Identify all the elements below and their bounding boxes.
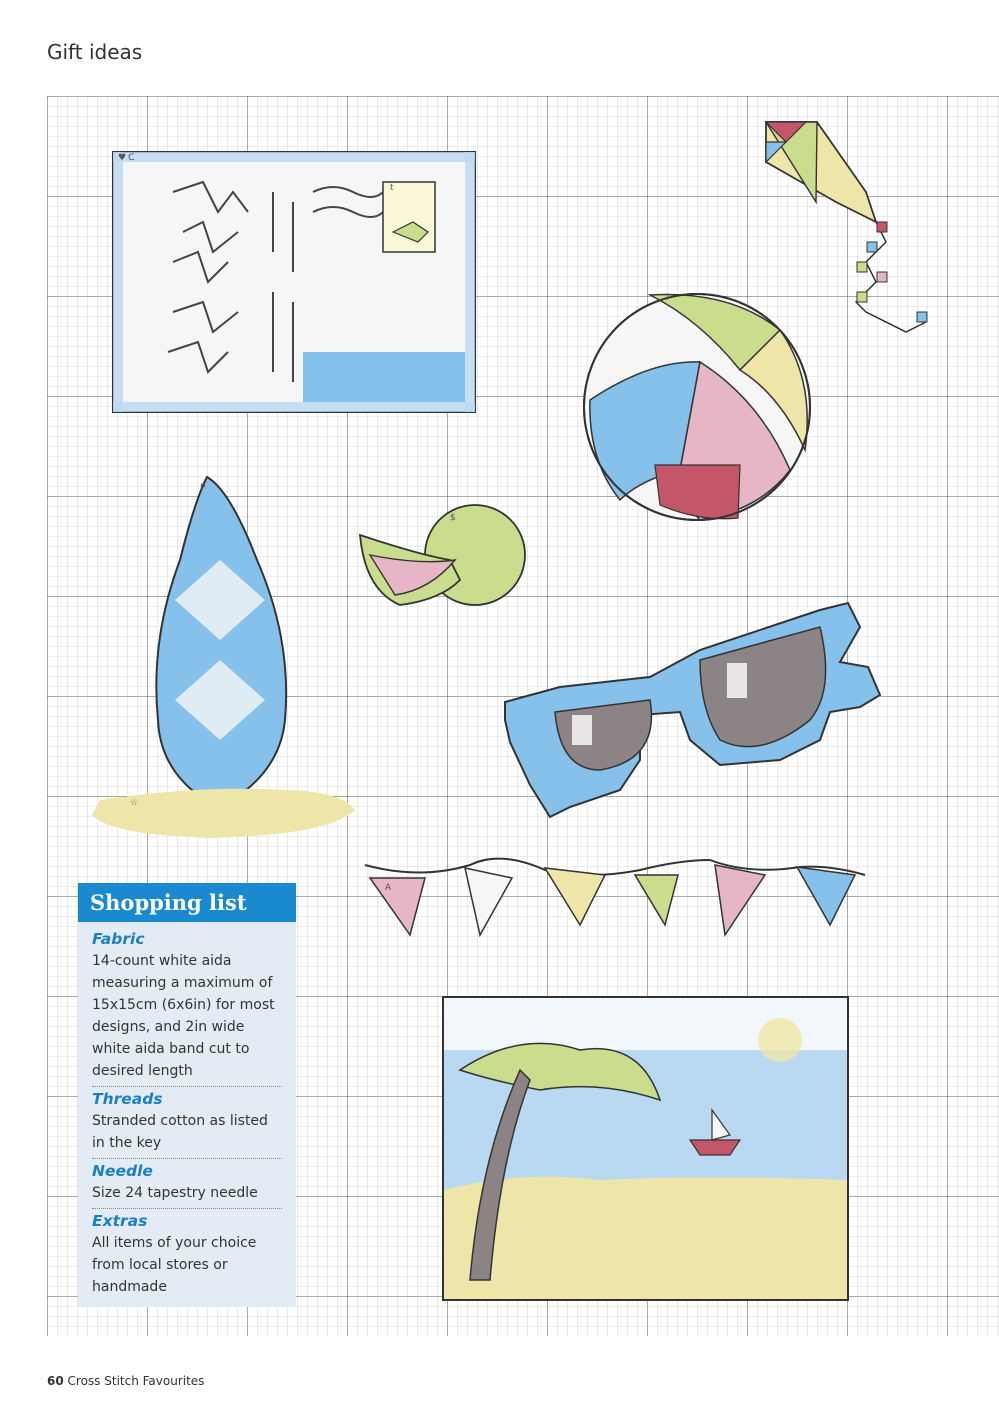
symbol-heart: ♥: [118, 153, 127, 163]
threads-label: Threads: [92, 1090, 163, 1108]
symbol-moon: ᑕ: [128, 153, 135, 163]
symbol-p: P: [200, 483, 206, 493]
needle-text: Size 24 tapestry needle: [92, 1182, 282, 1209]
page-footer: [47, 1374, 204, 1388]
extras-label: Extras: [92, 1212, 148, 1230]
shopping-list-panel: [78, 883, 296, 1307]
symbol-dollar: $: [450, 513, 456, 523]
symbol-t: t: [390, 183, 394, 193]
page-number: 60: [47, 1374, 64, 1388]
postcard-motif: [113, 152, 475, 412]
symbol-star: ☆: [130, 798, 139, 808]
fabric-text: 14-count white aida measuring a maximum of 15x15cm (6x6in) for most designs, and 2in wide white aida band cut to desired length: [92, 950, 282, 1087]
shopping-list-heading: Shopping list: [78, 883, 296, 922]
fabric-label: Fabric: [92, 930, 145, 948]
symbol-a: A: [385, 883, 392, 893]
threads-text: Stranded cotton as listed in the key: [92, 1110, 282, 1159]
needle-label: Needle: [92, 1162, 153, 1180]
magazine-name: Cross Stitch Favourites: [67, 1374, 205, 1388]
beach-scene-motif: [443, 997, 848, 1300]
shopping-list-body: [78, 922, 296, 1302]
symbol-question: ?: [665, 293, 670, 303]
beach-ball-motif: [584, 294, 810, 520]
extras-text: All items of your choice from local stores or handmade: [92, 1235, 257, 1295]
page-title: Gift ideas: [47, 40, 143, 64]
